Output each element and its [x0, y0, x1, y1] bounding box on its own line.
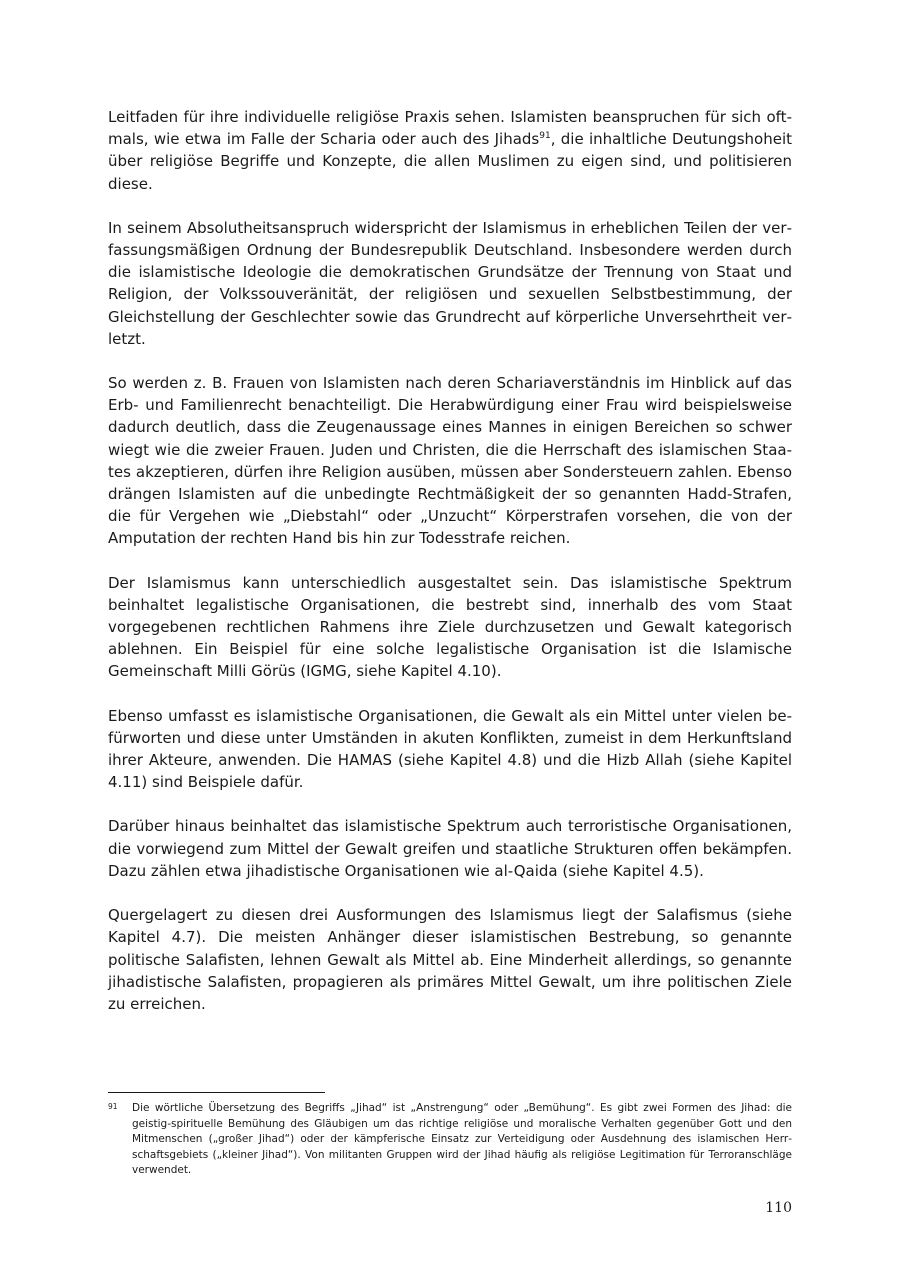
paragraph-4: Der Islamismus kann unterschiedlich ausgestaltet sein. Das islamistische Spektrum beinhaltet legalistische Organisationen, die bestrebt sind, innerhalb des vom Staat vorgegebenen rechtlichen Rahmens ihre Ziele durchzusetzen und Gewalt kategorisch ablehnen. Ein Beispiel für eine solche legalistische Organisation ist die Islamische Gemeinschaft Milli Görüs (IGMG, siehe Kapitel 4.10).	[108, 573, 792, 681]
footnote	[108, 1101, 792, 1179]
footnote-text: Die wörtliche Übersetzung des Begriffs „Jihad“ ist „Anstrengung“ oder „Bemühung“. Es gibt zwei Formen des Jihad: die geistig-spirituelle Bemühung des Gläubigen um das richtige religiöse und moralische Verhalten gegenüber Gott und den Mitmenschen („großer Jihad“) oder der kämpferische Einsatz zur Verteidigung oder Ausdehnung des islamischen Herrschaftsgebiets („kleiner Jihad“). Von militanten Gruppen wird der Jihad häufig als religiöse Legitimation für Terroranschläge verwendet.	[132, 1102, 792, 1177]
paragraph-6: Darüber hinaus beinhaltet das islamistische Spektrum auch terroristische Organisationen, die vorwiegend zum Mittel der Gewalt greifen und staatliche Strukturen offen bekämpfen. Dazu zählen etwa jihadistische Organisationen wie al-Qaida (siehe Kapitel 4.5).	[108, 817, 792, 880]
paragraph-2: In seinem Absolutheitsanspruch widerspricht der Islamismus in erheblichen Teilen der verfassungsmäßigen Ordnung der Bundesrepublik Deutschland. Insbesondere werden durch die islamistische Ideologie die demokratischen Grundsätze der Trennung von Staat und Religion, der Volkssouveränität, der religiösen und sexuellen Selbstbestimmung, der Gleichstellung der Geschlechter sowie das Grundrecht auf körperliche Unversehrtheit verletzt.	[108, 218, 792, 348]
paragraph-5: Ebenso umfasst es islamistische Organisationen, die Gewalt als ein Mittel unter vielen befürworten und diese unter Umständen in akuten Konflikten, zumeist in dem Herkunftsland ihrer Akteure, anwenden. Die HAMAS (siehe Kapitel 4.8) und die Hizb Allah (siehe Kapitel 4.11) sind Beispiele dafür.	[108, 706, 792, 792]
page-number: 110	[765, 1200, 792, 1216]
paragraph-1	[108, 106, 792, 195]
paragraph-3: So werden z. B. Frauen von Islamisten nach deren Schariaverständnis im Hinblick auf das Erb- und Familienrecht benachteiligt. Die Herabwürdigung einer Frau wird beispielsweise dadurch deutlich, dass die Zeugenaussage eines Mannes in einigen Bereichen so schwer wiegt wie die zweier Frauen. Juden und Christen, die die Herrschaft des islamischen Staates akzeptieren, dürfen ihre Religion ausüben, müssen aber Sondersteuern zahlen. Ebenso drängen Islamisten auf die unbedingte Rechtmäßigkeit der so genannten Hadd-Strafen, die für Vergehen wie „Diebstahl“ oder „Unzucht“ Körperstrafen vorsehen, die von der Amputation der rechten Hand bis hin zur Todesstrafe reichen.	[108, 374, 792, 548]
footnote-reference[interactable]: 91	[539, 131, 551, 142]
body-text	[108, 106, 792, 1037]
paragraph-7: Quergelagert zu diesen drei Ausformungen des Islamismus liegt der Salafismus (siehe Kapitel 4.7). Die meisten Anhänger dieser islamistischen Bestrebung, so genannte politische Salafisten, lehnen Gewalt als Mittel ab. Eine Minderheit allerdings, so genannte jihadistische Salafisten, propagieren als primäres Mittel Gewalt, um ihre politischen Ziele zu erreichen.	[108, 906, 792, 1013]
footnote-mark: 91	[108, 1102, 118, 1111]
paragraph-1-start: Leitfaden für ihre individuelle religiöse Praxis sehen. Islamisten beanspruchen für sich oftmals, wie etwa im Falle der Scharia oder auch des Jihads	[108, 108, 792, 149]
footnote-separator	[108, 1092, 325, 1093]
paragraph-1-end: , die inhaltliche Deutungshoheit über religiöse Begriffe und Konzepte, die allen Muslimen zu eigen sind, und politisieren diese.	[108, 130, 792, 193]
